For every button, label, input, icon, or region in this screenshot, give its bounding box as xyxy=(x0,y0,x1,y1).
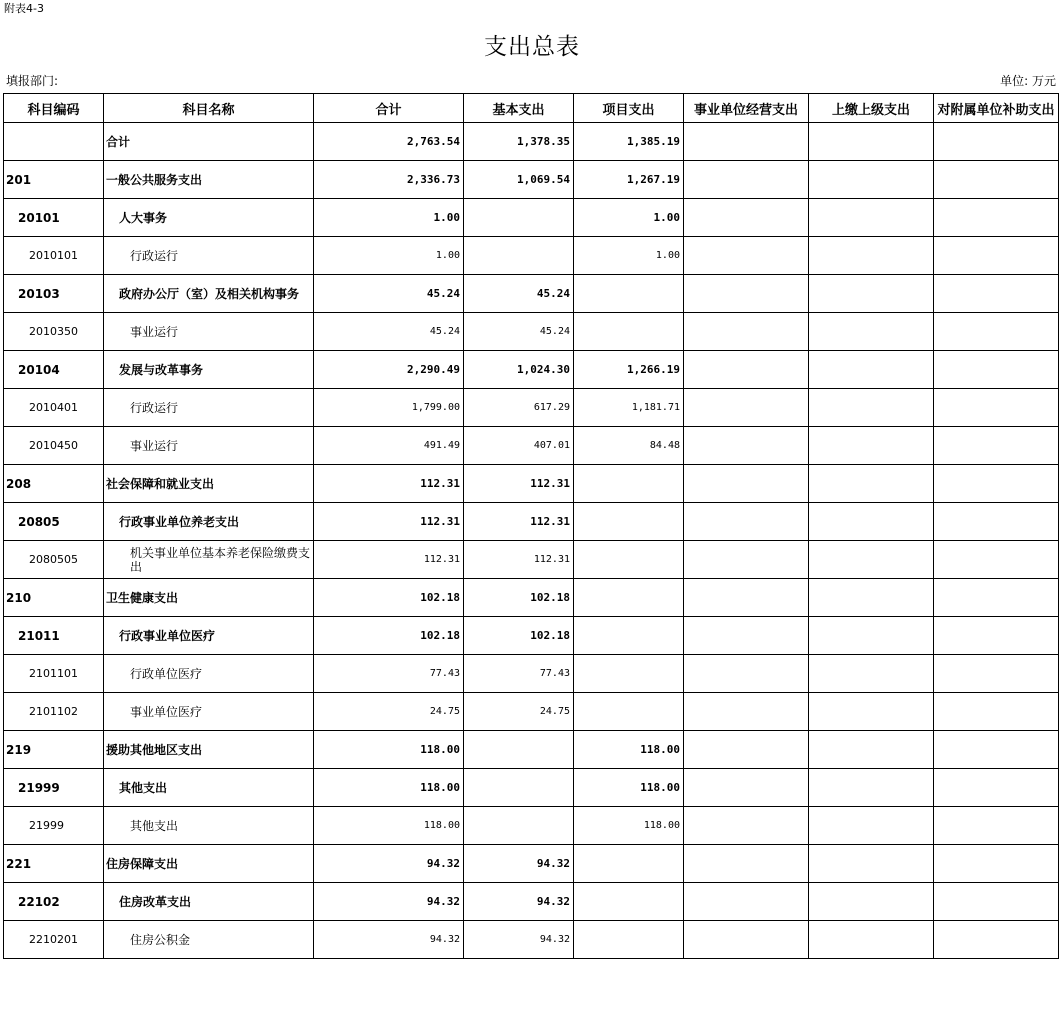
row-basic: 112.31 xyxy=(464,465,574,503)
row-total: 491.49 xyxy=(314,427,464,465)
row-operating xyxy=(684,655,809,693)
row-total: 45.24 xyxy=(314,275,464,313)
row-name: 行政事业单位医疗 xyxy=(104,617,314,655)
header-subsidy: 对附属单位补助支出 xyxy=(934,94,1059,123)
unit-label: 单位: 万元 xyxy=(1000,74,1056,88)
row-code: 2010350 xyxy=(4,313,104,351)
table-row xyxy=(4,275,1059,313)
header-total: 合计 xyxy=(314,94,464,123)
row-basic: 1,378.35 xyxy=(464,123,574,161)
row-remit xyxy=(809,617,934,655)
row-project xyxy=(574,845,684,883)
row-remit xyxy=(809,389,934,427)
row-name: 其他支出 xyxy=(104,769,314,807)
row-total: 2,336.73 xyxy=(314,161,464,199)
row-subsidy xyxy=(934,123,1059,161)
row-name: 其他支出 xyxy=(104,807,314,845)
row-project xyxy=(574,883,684,921)
row-code: 219 xyxy=(4,731,104,769)
row-name: 住房改革支出 xyxy=(104,883,314,921)
row-operating xyxy=(684,313,809,351)
row-remit xyxy=(809,275,934,313)
row-subsidy xyxy=(934,351,1059,389)
row-operating xyxy=(684,845,809,883)
header-code: 科目编码 xyxy=(4,94,104,123)
row-basic xyxy=(464,807,574,845)
row-basic: 112.31 xyxy=(464,541,574,579)
table-row xyxy=(4,883,1059,921)
row-operating xyxy=(684,541,809,579)
row-subsidy xyxy=(934,845,1059,883)
row-total: 1.00 xyxy=(314,199,464,237)
table-row xyxy=(4,693,1059,731)
row-basic: 102.18 xyxy=(464,579,574,617)
row-remit xyxy=(809,731,934,769)
row-remit xyxy=(809,199,934,237)
row-total: 112.31 xyxy=(314,465,464,503)
row-project xyxy=(574,617,684,655)
row-subsidy xyxy=(934,237,1059,275)
row-name: 政府办公厅（室）及相关机构事务 xyxy=(104,275,314,313)
row-project xyxy=(574,503,684,541)
row-remit xyxy=(809,921,934,959)
row-basic: 407.01 xyxy=(464,427,574,465)
table-row xyxy=(4,123,1059,161)
row-subsidy xyxy=(934,731,1059,769)
row-basic: 77.43 xyxy=(464,655,574,693)
row-basic xyxy=(464,769,574,807)
header-row xyxy=(4,94,1059,123)
row-basic xyxy=(464,199,574,237)
row-subsidy xyxy=(934,921,1059,959)
row-operating xyxy=(684,883,809,921)
appendix-label: 附表4-3 xyxy=(4,2,44,15)
row-code: 21999 xyxy=(4,807,104,845)
table-row xyxy=(4,731,1059,769)
row-subsidy xyxy=(934,199,1059,237)
row-subsidy xyxy=(934,883,1059,921)
row-project: 118.00 xyxy=(574,807,684,845)
row-remit xyxy=(809,579,934,617)
row-name: 行政运行 xyxy=(104,389,314,427)
row-subsidy xyxy=(934,427,1059,465)
row-total: 2,763.54 xyxy=(314,123,464,161)
row-project: 1,385.19 xyxy=(574,123,684,161)
row-project xyxy=(574,465,684,503)
row-remit xyxy=(809,807,934,845)
row-operating xyxy=(684,807,809,845)
row-project xyxy=(574,313,684,351)
page-title: 支出总表 xyxy=(484,34,580,60)
row-operating xyxy=(684,199,809,237)
row-basic xyxy=(464,731,574,769)
row-name: 事业单位医疗 xyxy=(104,693,314,731)
row-code: 20104 xyxy=(4,351,104,389)
row-project xyxy=(574,921,684,959)
row-project xyxy=(574,693,684,731)
row-operating xyxy=(684,579,809,617)
row-subsidy xyxy=(934,465,1059,503)
table-row xyxy=(4,655,1059,693)
row-code: 20805 xyxy=(4,503,104,541)
row-remit xyxy=(809,541,934,579)
row-code: 22102 xyxy=(4,883,104,921)
row-subsidy xyxy=(934,313,1059,351)
row-project: 1,181.71 xyxy=(574,389,684,427)
table-row xyxy=(4,389,1059,427)
row-basic: 94.32 xyxy=(464,883,574,921)
row-total: 118.00 xyxy=(314,731,464,769)
row-basic: 1,024.30 xyxy=(464,351,574,389)
row-name: 事业运行 xyxy=(104,427,314,465)
row-project: 1.00 xyxy=(574,199,684,237)
row-project: 1,267.19 xyxy=(574,161,684,199)
row-remit xyxy=(809,883,934,921)
row-name: 行政事业单位养老支出 xyxy=(104,503,314,541)
row-code: 221 xyxy=(4,845,104,883)
header-remit: 上缴上级支出 xyxy=(809,94,934,123)
row-total: 77.43 xyxy=(314,655,464,693)
row-basic: 24.75 xyxy=(464,693,574,731)
row-operating xyxy=(684,427,809,465)
row-code: 21999 xyxy=(4,769,104,807)
row-total: 1.00 xyxy=(314,237,464,275)
row-total: 112.31 xyxy=(314,541,464,579)
table-row xyxy=(4,351,1059,389)
row-name: 人大事务 xyxy=(104,199,314,237)
row-code: 20101 xyxy=(4,199,104,237)
row-operating xyxy=(684,275,809,313)
row-project xyxy=(574,541,684,579)
row-basic: 94.32 xyxy=(464,921,574,959)
row-project: 118.00 xyxy=(574,769,684,807)
row-remit xyxy=(809,693,934,731)
table-row xyxy=(4,807,1059,845)
row-remit xyxy=(809,769,934,807)
row-code xyxy=(4,123,104,161)
row-basic: 1,069.54 xyxy=(464,161,574,199)
table-row xyxy=(4,237,1059,275)
row-name: 援助其他地区支出 xyxy=(104,731,314,769)
row-total: 94.32 xyxy=(314,921,464,959)
table-row xyxy=(4,769,1059,807)
row-total: 2,290.49 xyxy=(314,351,464,389)
row-operating xyxy=(684,123,809,161)
header-operating: 事业单位经营支出 xyxy=(684,94,809,123)
row-subsidy xyxy=(934,655,1059,693)
row-remit xyxy=(809,503,934,541)
row-operating xyxy=(684,693,809,731)
table-row xyxy=(4,503,1059,541)
row-remit xyxy=(809,845,934,883)
row-operating xyxy=(684,161,809,199)
department-label: 填报部门: xyxy=(6,74,59,88)
row-project: 118.00 xyxy=(574,731,684,769)
row-total: 24.75 xyxy=(314,693,464,731)
table-row xyxy=(4,427,1059,465)
row-basic: 45.24 xyxy=(464,313,574,351)
table-row xyxy=(4,313,1059,351)
row-name: 发展与改革事务 xyxy=(104,351,314,389)
table-row xyxy=(4,921,1059,959)
row-subsidy xyxy=(934,579,1059,617)
header-basic: 基本支出 xyxy=(464,94,574,123)
row-total: 102.18 xyxy=(314,617,464,655)
table-row xyxy=(4,617,1059,655)
row-code: 210 xyxy=(4,579,104,617)
row-code: 2010401 xyxy=(4,389,104,427)
row-total: 94.32 xyxy=(314,845,464,883)
row-subsidy xyxy=(934,769,1059,807)
row-subsidy xyxy=(934,617,1059,655)
row-operating xyxy=(684,617,809,655)
row-code: 21011 xyxy=(4,617,104,655)
table-row xyxy=(4,199,1059,237)
row-code: 2101102 xyxy=(4,693,104,731)
row-operating xyxy=(684,465,809,503)
row-remit xyxy=(809,351,934,389)
row-operating xyxy=(684,921,809,959)
row-total: 118.00 xyxy=(314,769,464,807)
row-operating xyxy=(684,731,809,769)
row-operating xyxy=(684,237,809,275)
row-remit xyxy=(809,465,934,503)
table-row xyxy=(4,465,1059,503)
row-name: 住房公积金 xyxy=(104,921,314,959)
row-subsidy xyxy=(934,503,1059,541)
row-operating xyxy=(684,351,809,389)
row-name: 社会保障和就业支出 xyxy=(104,465,314,503)
expenditure-table xyxy=(3,93,1059,959)
row-subsidy xyxy=(934,693,1059,731)
header-name: 科目名称 xyxy=(104,94,314,123)
row-subsidy xyxy=(934,161,1059,199)
row-basic: 112.31 xyxy=(464,503,574,541)
row-total: 102.18 xyxy=(314,579,464,617)
row-total: 45.24 xyxy=(314,313,464,351)
row-name: 卫生健康支出 xyxy=(104,579,314,617)
row-total: 112.31 xyxy=(314,503,464,541)
row-project: 1,266.19 xyxy=(574,351,684,389)
row-subsidy xyxy=(934,807,1059,845)
row-code: 201 xyxy=(4,161,104,199)
table-row xyxy=(4,579,1059,617)
header-project: 项目支出 xyxy=(574,94,684,123)
row-basic: 617.29 xyxy=(464,389,574,427)
row-subsidy xyxy=(934,541,1059,579)
row-subsidy xyxy=(934,389,1059,427)
row-total: 118.00 xyxy=(314,807,464,845)
row-name: 一般公共服务支出 xyxy=(104,161,314,199)
row-name: 机关事业单位基本养老保险缴费支出 xyxy=(104,541,314,579)
row-total: 94.32 xyxy=(314,883,464,921)
row-name: 事业运行 xyxy=(104,313,314,351)
row-operating xyxy=(684,389,809,427)
row-project: 1.00 xyxy=(574,237,684,275)
row-remit xyxy=(809,313,934,351)
row-operating xyxy=(684,503,809,541)
row-remit xyxy=(809,427,934,465)
row-name: 行政运行 xyxy=(104,237,314,275)
row-remit xyxy=(809,237,934,275)
table-row xyxy=(4,845,1059,883)
row-project xyxy=(574,579,684,617)
row-code: 2080505 xyxy=(4,541,104,579)
row-basic: 45.24 xyxy=(464,275,574,313)
row-basic: 94.32 xyxy=(464,845,574,883)
row-project: 84.48 xyxy=(574,427,684,465)
row-operating xyxy=(684,769,809,807)
row-remit xyxy=(809,655,934,693)
row-project xyxy=(574,655,684,693)
row-remit xyxy=(809,161,934,199)
row-code: 2010101 xyxy=(4,237,104,275)
row-code: 2210201 xyxy=(4,921,104,959)
row-basic: 102.18 xyxy=(464,617,574,655)
row-code: 2010450 xyxy=(4,427,104,465)
row-subsidy xyxy=(934,275,1059,313)
row-code: 208 xyxy=(4,465,104,503)
row-basic xyxy=(464,237,574,275)
row-name: 住房保障支出 xyxy=(104,845,314,883)
row-name: 行政单位医疗 xyxy=(104,655,314,693)
table-row xyxy=(4,161,1059,199)
table-row xyxy=(4,541,1059,579)
row-code: 2101101 xyxy=(4,655,104,693)
row-code: 20103 xyxy=(4,275,104,313)
table-body xyxy=(4,123,1059,959)
row-name: 合计 xyxy=(104,123,314,161)
row-total: 1,799.00 xyxy=(314,389,464,427)
row-remit xyxy=(809,123,934,161)
row-project xyxy=(574,275,684,313)
